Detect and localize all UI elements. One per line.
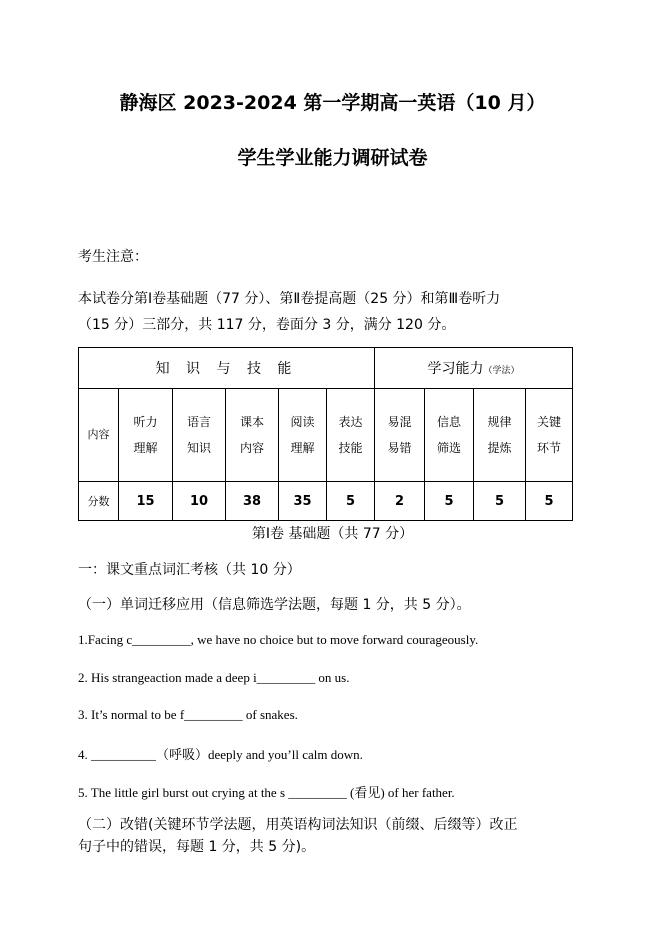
group-learning-ability-label: 学习能力 [427, 361, 484, 377]
sub2-heading-line1: （二）改错(关键环节学法题，用英语构词法知识（前缀、后缀等）改正 [78, 817, 518, 833]
category-cell: 阅读 理解 [279, 389, 327, 482]
question-5: 5. The little girl burst out crying at the s _________ (看见) of her father. [78, 785, 455, 800]
notice-text-line1: 本试卷分第Ⅰ卷基础题（77 分）、第Ⅱ卷提高题（25 分）和第Ⅲ卷听力 [78, 291, 501, 307]
score-cell: 5 [526, 482, 573, 521]
category-cell: 课本 内容 [226, 389, 279, 482]
category-cell: 关键 环节 [526, 389, 573, 482]
question-3: 3. It’s normal to be f_________ of snakes. [78, 707, 298, 722]
score-cell: 15 [119, 482, 173, 521]
score-cell: 5 [327, 482, 375, 521]
group-knowledge-skills: 知 识 与 技 能 [79, 348, 375, 389]
score-cell: 10 [173, 482, 226, 521]
question-1: 1.Facing c_________, we have no choice but to move forward courageously. [78, 632, 479, 647]
score-table [78, 347, 573, 521]
category-cell: 规律 提炼 [474, 389, 526, 482]
category-cell: 易混 易错 [375, 389, 425, 482]
row-label-score: 分数 [79, 482, 119, 521]
question-2: 2. His strangeaction made a deep i_________ on us. [78, 670, 350, 685]
group-learning-ability-sub: （学法） [483, 366, 520, 376]
page-subtitle: 学生学业能力调研试卷 [237, 147, 428, 169]
category-cell: 信息 筛选 [425, 389, 474, 482]
notice-heading: 考生注意： [78, 249, 148, 265]
notice-text-line2: （15 分）三部分，共 117 分，卷面分 3 分，满分 120 分。 [78, 317, 456, 333]
score-cell: 35 [279, 482, 327, 521]
score-cell: 2 [375, 482, 425, 521]
sub2-heading-line2: 句子中的错误，每题 1 分，共 5 分)。 [78, 839, 316, 855]
score-cell: 5 [474, 482, 526, 521]
row-label-content: 内容 [79, 389, 119, 482]
category-cell: 语言 知识 [173, 389, 226, 482]
part-heading: 一：课文重点词汇考核（共 10 分） [78, 562, 301, 578]
score-cell: 38 [226, 482, 279, 521]
category-cell: 表达 技能 [327, 389, 375, 482]
sub1-heading: （一）单词迁移应用（信息筛选学法题，每题 1 分，共 5 分）。 [78, 597, 471, 613]
section-title: 第Ⅰ卷 基础题（共 77 分） [251, 526, 414, 542]
category-cell: 听力 理解 [119, 389, 173, 482]
score-cell: 5 [425, 482, 474, 521]
question-4: 4. __________（呼吸）deeply and you’ll calm down. [78, 747, 363, 762]
page-title: 静海区 2023-2024 第一学期高一英语（10 月） [119, 92, 546, 114]
group-learning-ability [375, 348, 573, 389]
